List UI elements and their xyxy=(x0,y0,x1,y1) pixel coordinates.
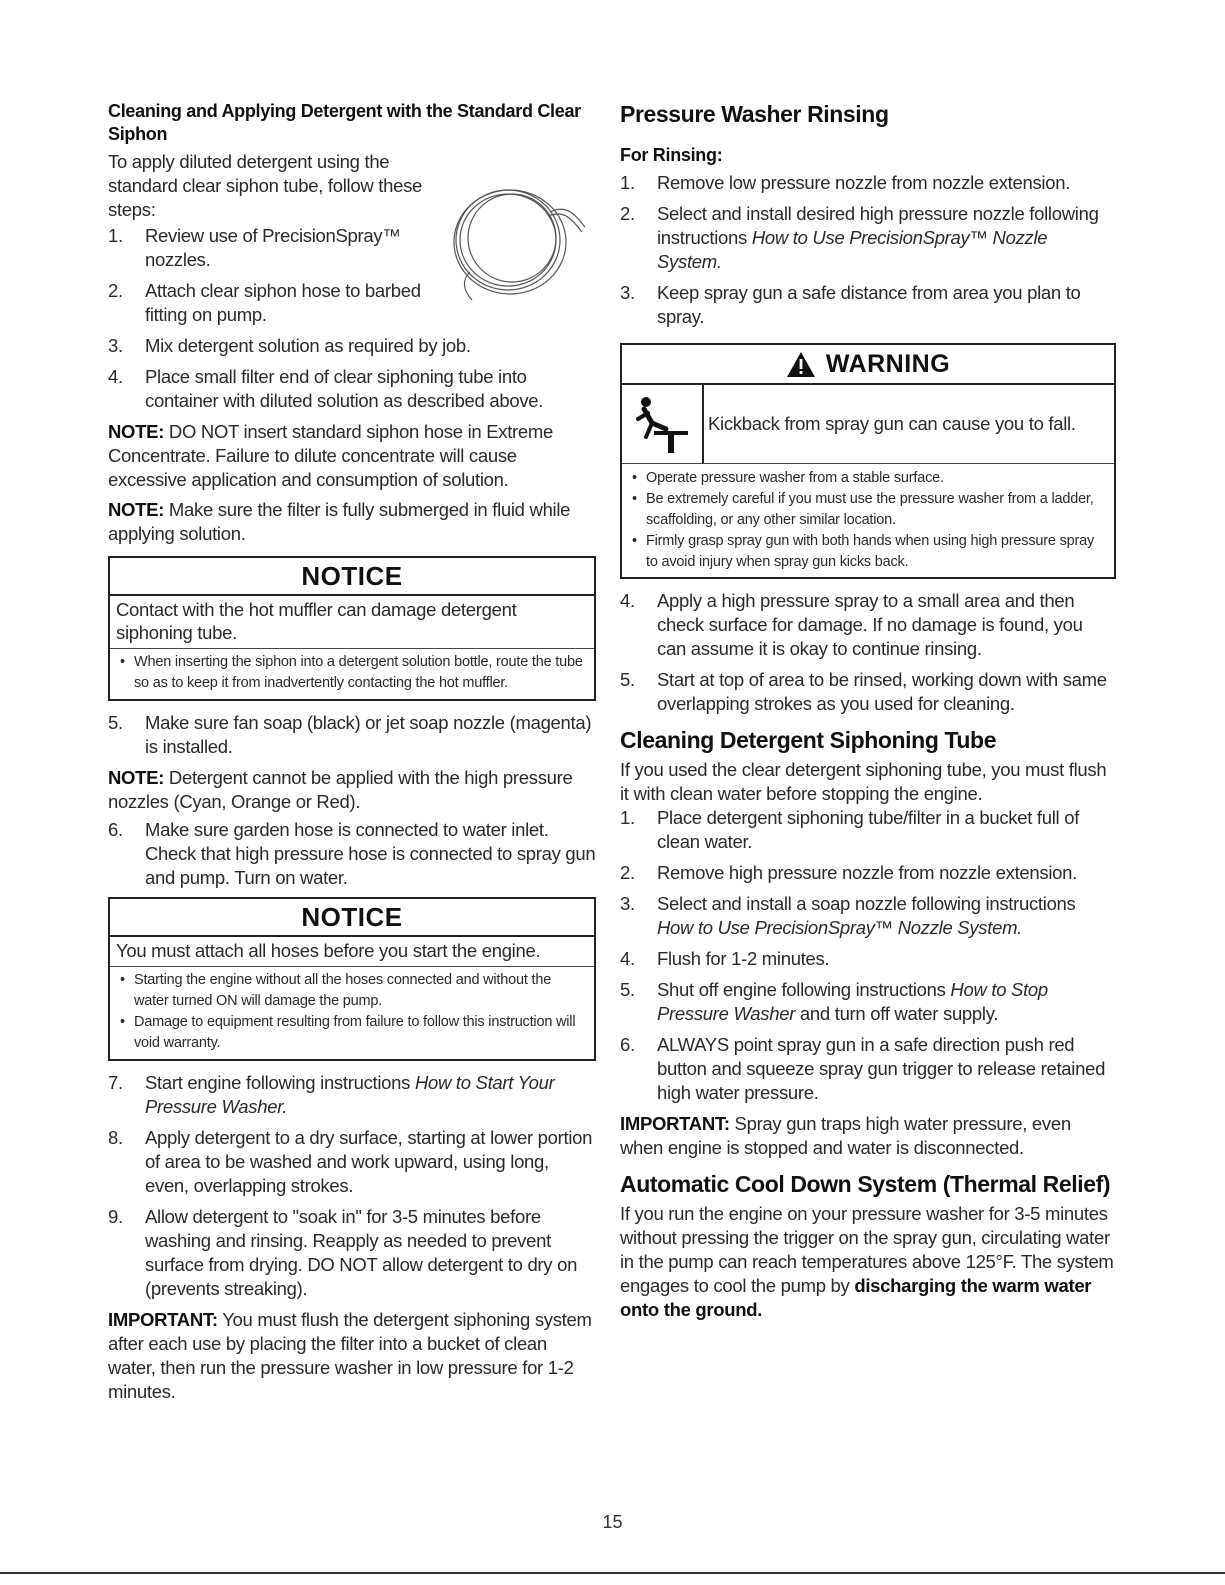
notice-bullets xyxy=(110,967,594,1059)
warning-main-row xyxy=(622,385,1114,464)
important-flush-note: IMPORTANT: You must flush the detergent siphoning system after each use by placing the filter into a bucket of clean water, then run the pressure washer in low pressure for 1-2 minutes. xyxy=(108,1309,592,1402)
note-filter-submerged: NOTE: Make sure the filter is fully submerged in fluid while applying solution. xyxy=(108,499,571,544)
list-item: 5. Make sure fan soap (black) or jet soap nozzle (magenta) is installed. xyxy=(108,712,592,757)
siphon-steps-list xyxy=(108,224,428,327)
list-item: 4. Flush for 1-2 minutes. xyxy=(620,948,830,969)
rinse-steps-list xyxy=(620,171,1116,329)
thermal-relief-paragraph: If you run the engine on your pressure washer for 3-5 minutes without pressing the trigger on the spray gun, circulating water in the pump can reach temperatures above 125°F. The system engages to cool the pump by discharging the warm water onto the ground. xyxy=(620,1203,1114,1320)
notice-box-hoses xyxy=(108,897,596,1061)
warning-bullets xyxy=(622,464,1114,577)
warning-main-text: Kickback from spray gun can cause you to fall. xyxy=(708,413,1076,434)
list-item: 6. ALWAYS point spray gun in a safe direction push red button and squeeze spray gun trigger to release retained high water pressure. xyxy=(620,1034,1106,1103)
notice-main-text: You must attach all hoses before you start the engine. xyxy=(110,937,594,967)
section-heading-rinsing: Pressure Washer Rinsing xyxy=(620,101,889,127)
subheading-for-rinsing: For Rinsing: xyxy=(620,145,723,165)
important-spray-gun-note: IMPORTANT: Spray gun traps high water pressure, even when engine is stopped and water is disconnected. xyxy=(620,1113,1071,1158)
list-item: 4. Place small filter end of clear siphoning tube into container with diluted solution as described above. xyxy=(108,366,544,411)
list-item: 6. Make sure garden hose is connected to water inlet. Check that high pressure hose is connected to spray gun and pump. Turn on water. xyxy=(108,819,596,888)
notice-title: NOTICE xyxy=(110,558,594,596)
list-item: 2. Remove high pressure nozzle from nozzle extension. xyxy=(620,862,1077,883)
note-high-pressure-nozzles: NOTE: Detergent cannot be applied with the high pressure nozzles (Cyan, Orange or Red). xyxy=(108,767,573,812)
siphon-steps-list-cont xyxy=(108,334,596,413)
warning-bullet: • Firmly grasp spray gun with both hands when using high pressure spray to avoid injury when spray gun kicks back. xyxy=(628,531,1108,573)
warning-header xyxy=(622,345,1114,385)
garden-hose-step-list xyxy=(108,818,596,890)
right-column xyxy=(620,100,1116,1322)
warning-bullet: • Be extremely careful if you must use the pressure washer from a ladder, scaffolding, or any other similar location. xyxy=(628,489,1108,531)
notice-bullet: • Starting the engine without all the hoses connected and without the water turned ON will damage the pump. xyxy=(116,970,588,1012)
clean-steps-list xyxy=(620,806,1116,1105)
list-item: 2. Attach clear siphon hose to barbed fitting on pump. xyxy=(108,280,421,325)
bottom-rule xyxy=(0,1572,1225,1574)
warning-title: WARNING xyxy=(825,349,951,378)
list-item: 2. Select and install desired high pressure nozzle following instructions How to Use PrecisionSpray™ Nozzle System. xyxy=(620,203,1099,272)
notice-bullet: • Damage to equipment resulting from failure to follow this instruction will void warranty. xyxy=(116,1012,588,1054)
rinse-steps-list-cont xyxy=(620,589,1116,716)
list-item: 9. Allow detergent to "soak in" for 3-5 minutes before washing and rinsing. Reapply as needed to prevent surface from drying. DO NOT allow detergent to dry on (prevents streaking). xyxy=(108,1206,578,1299)
siphon-hose-illustration xyxy=(430,172,590,312)
warning-triangle-icon xyxy=(786,351,816,378)
list-item: 1. Place detergent siphoning tube/filter in a bucket full of clean water. xyxy=(620,807,1080,852)
warning-bullet: • Operate pressure washer from a stable surface. xyxy=(628,468,1108,489)
fall-hazard-icon xyxy=(622,385,704,463)
notice-title: NOTICE xyxy=(110,899,594,937)
list-item: 3. Mix detergent solution as required by job. xyxy=(108,335,471,356)
notice-main-text: Contact with the hot muffler can damage detergent siphoning tube. xyxy=(110,596,594,649)
section-heading-siphon: Cleaning and Applying Detergent with the Standard Clear Siphon xyxy=(108,101,581,144)
list-item: 1. Review use of PrecisionSpray™ nozzles. xyxy=(108,225,401,270)
notice-box-muffler xyxy=(108,556,596,701)
clean-intro-paragraph: If you used the clear detergent siphoning tube, you must flush it with clean water before stopping the engine. xyxy=(620,759,1107,804)
notice-bullet: • When inserting the siphon into a detergent solution bottle, route the tube so as to keep it from inadvertently contacting the hot muffler. xyxy=(116,652,588,694)
list-item: 3. Keep spray gun a safe distance from area you plan to spray. xyxy=(620,282,1081,327)
left-column xyxy=(108,100,596,1404)
list-item: 7. Start engine following instructions How to Start Your Pressure Washer. xyxy=(108,1072,555,1117)
page-number: 15 xyxy=(602,1512,623,1532)
warning-box-kickback xyxy=(620,343,1116,579)
list-item: 3. Select and install a soap nozzle following instructions How to Use PrecisionSpray™ Nozzle System. xyxy=(620,893,1076,938)
list-item: 1. Remove low pressure nozzle from nozzle extension. xyxy=(620,172,1071,193)
note-extreme-concentrate: NOTE: DO NOT insert standard siphon hose in Extreme Concentrate. Failure to dilute concentrate will cause excessive application and consumption of solution. xyxy=(108,421,553,490)
notice-bullets xyxy=(110,649,594,699)
list-item: 5. Shut off engine following instructions How to Stop Pressure Washer and turn off water supply. xyxy=(620,979,1048,1024)
list-item: 5. Start at top of area to be rinsed, working down with same overlapping strokes as you used for cleaning. xyxy=(620,669,1107,714)
nozzle-step-list xyxy=(108,711,596,759)
engine-steps-list xyxy=(108,1071,596,1301)
list-item: 4. Apply a high pressure spray to a small area and then check surface for damage. If no damage is found, you can assume it is okay to continue rinsing. xyxy=(620,590,1083,659)
section-heading-cool-down: Automatic Cool Down System (Thermal Relief) xyxy=(620,1171,1111,1197)
list-item: 8. Apply detergent to a dry surface, starting at lower portion of area to be washed and work upward, using long, even, overlapping strokes. xyxy=(108,1127,593,1196)
section-heading-siphoning-tube: Cleaning Detergent Siphoning Tube xyxy=(620,727,997,753)
intro-paragraph: To apply diluted detergent using the standard clear siphon tube, follow these steps: xyxy=(108,151,423,220)
